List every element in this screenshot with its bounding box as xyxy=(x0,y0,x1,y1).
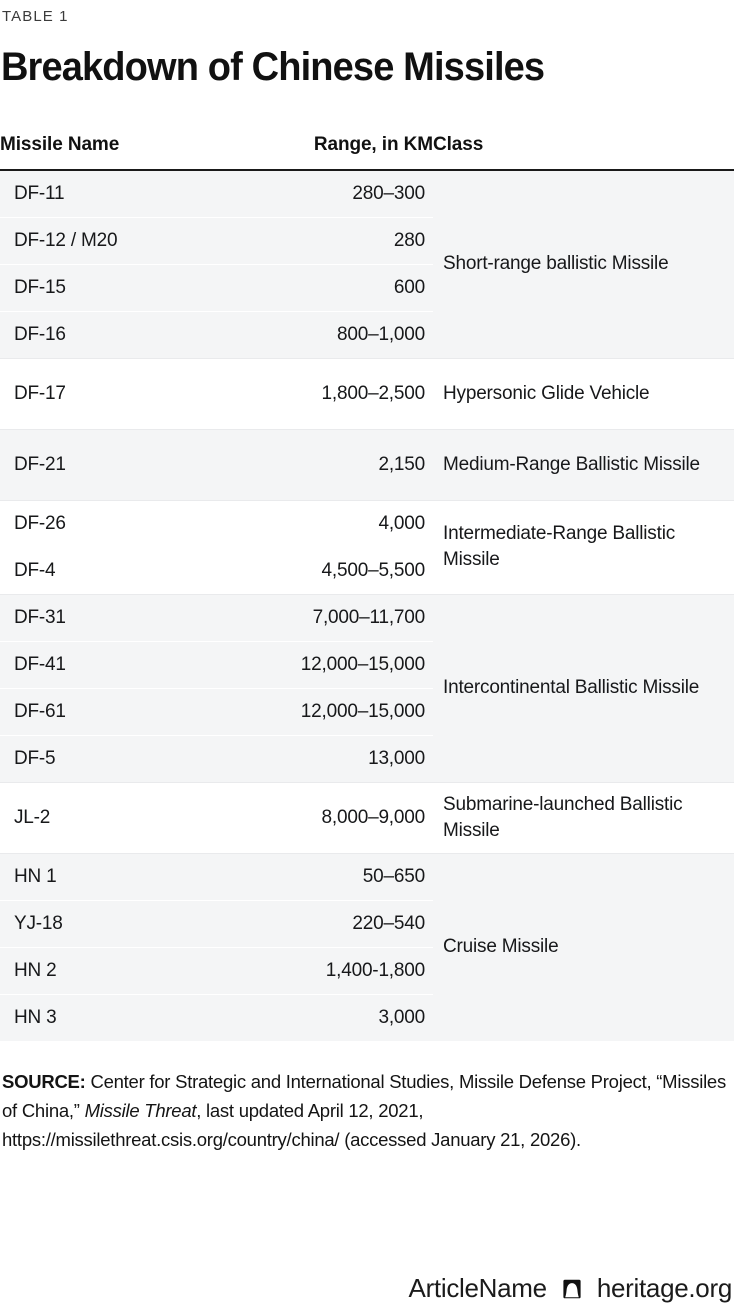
cell-missile-name: JL-2 xyxy=(0,782,260,853)
source-text-after: , last updated April 12, 2021, https://missilethreat.csis.org/country/china/ (accessed January 21, 2026). xyxy=(2,1100,581,1150)
cell-missile-name: DF-11 xyxy=(0,170,260,217)
source-prefix: SOURCE: xyxy=(2,1071,86,1092)
figure-label: TABLE 1 xyxy=(2,8,69,25)
cell-missile-name: DF-41 xyxy=(0,641,260,688)
cell-range: 800–1,000 xyxy=(260,311,433,358)
cell-missile-name: DF-12 / M20 xyxy=(0,217,260,264)
column-header-missile-name: Missile Name xyxy=(0,134,260,170)
cell-class: Cruise Missile xyxy=(433,853,734,1041)
cell-class: Intercontinental Ballistic Missile xyxy=(433,594,734,782)
liberty-bell-icon xyxy=(560,1277,584,1301)
cell-range: 50–650 xyxy=(260,853,433,900)
table-body xyxy=(0,170,734,1041)
cell-range: 1,800–2,500 xyxy=(260,358,433,429)
cell-class: Submarine-launched Ballistic Missile xyxy=(433,782,734,853)
footer-site: heritage.org xyxy=(596,1273,732,1303)
cell-range: 7,000–11,700 xyxy=(260,594,433,641)
table-row xyxy=(0,170,734,217)
source-text-before: Center for Strategic and International Studies, Missile Defense Project, “Missiles of China,” xyxy=(2,1071,726,1121)
column-header-class: Class xyxy=(433,134,734,170)
cell-missile-name: DF-4 xyxy=(0,547,260,594)
cell-range: 280–300 xyxy=(260,170,433,217)
table-row xyxy=(0,500,734,547)
cell-range: 1,400-1,800 xyxy=(260,947,433,994)
table-head xyxy=(0,134,734,170)
cell-missile-name: DF-26 xyxy=(0,500,260,547)
cell-missile-name: DF-21 xyxy=(0,429,260,500)
table-row xyxy=(0,782,734,853)
cell-range: 2,150 xyxy=(260,429,433,500)
cell-range: 280 xyxy=(260,217,433,264)
cell-class: Medium-Range Ballistic Missile xyxy=(433,429,734,500)
page-title: Breakdown of Chinese Missiles xyxy=(0,45,545,89)
cell-missile-name: DF-31 xyxy=(0,594,260,641)
cell-range: 13,000 xyxy=(260,735,433,782)
cell-missile-name: DF-15 xyxy=(0,264,260,311)
table-row xyxy=(0,358,734,429)
table-row xyxy=(0,429,734,500)
cell-missile-name: YJ-18 xyxy=(0,900,260,947)
cell-missile-name: DF-5 xyxy=(0,735,260,782)
cell-class: Short-range ballistic Missile xyxy=(433,170,734,358)
table-row xyxy=(0,594,734,641)
table-row xyxy=(0,853,734,900)
cell-range: 220–540 xyxy=(260,900,433,947)
cell-missile-name: HN 2 xyxy=(0,947,260,994)
cell-missile-name: DF-61 xyxy=(0,688,260,735)
cell-range: 600 xyxy=(260,264,433,311)
cell-range: 4,500–5,500 xyxy=(260,547,433,594)
cell-range: 4,000 xyxy=(260,500,433,547)
cell-class: Intermediate-Range Ballistic Missile xyxy=(433,500,734,594)
cell-range: 12,000–15,000 xyxy=(260,641,433,688)
cell-missile-name: HN 1 xyxy=(0,853,260,900)
cell-missile-name: DF-17 xyxy=(0,358,260,429)
page-footer xyxy=(0,1273,734,1304)
cell-missile-name: DF-16 xyxy=(0,311,260,358)
column-header-range: Range, in KM xyxy=(260,134,433,170)
missile-table-container xyxy=(0,134,734,1041)
source-publication-title: Missile Threat xyxy=(84,1100,197,1121)
cell-range: 3,000 xyxy=(260,994,433,1041)
cell-range: 12,000–15,000 xyxy=(260,688,433,735)
missile-table xyxy=(0,134,734,1041)
cell-class: Hypersonic Glide Vehicle xyxy=(433,358,734,429)
cell-missile-name: HN 3 xyxy=(0,994,260,1041)
footer-article-name: ArticleName xyxy=(408,1273,547,1303)
table-header-row xyxy=(0,134,734,170)
cell-range: 8,000–9,000 xyxy=(260,782,433,853)
source-note xyxy=(0,1067,734,1154)
